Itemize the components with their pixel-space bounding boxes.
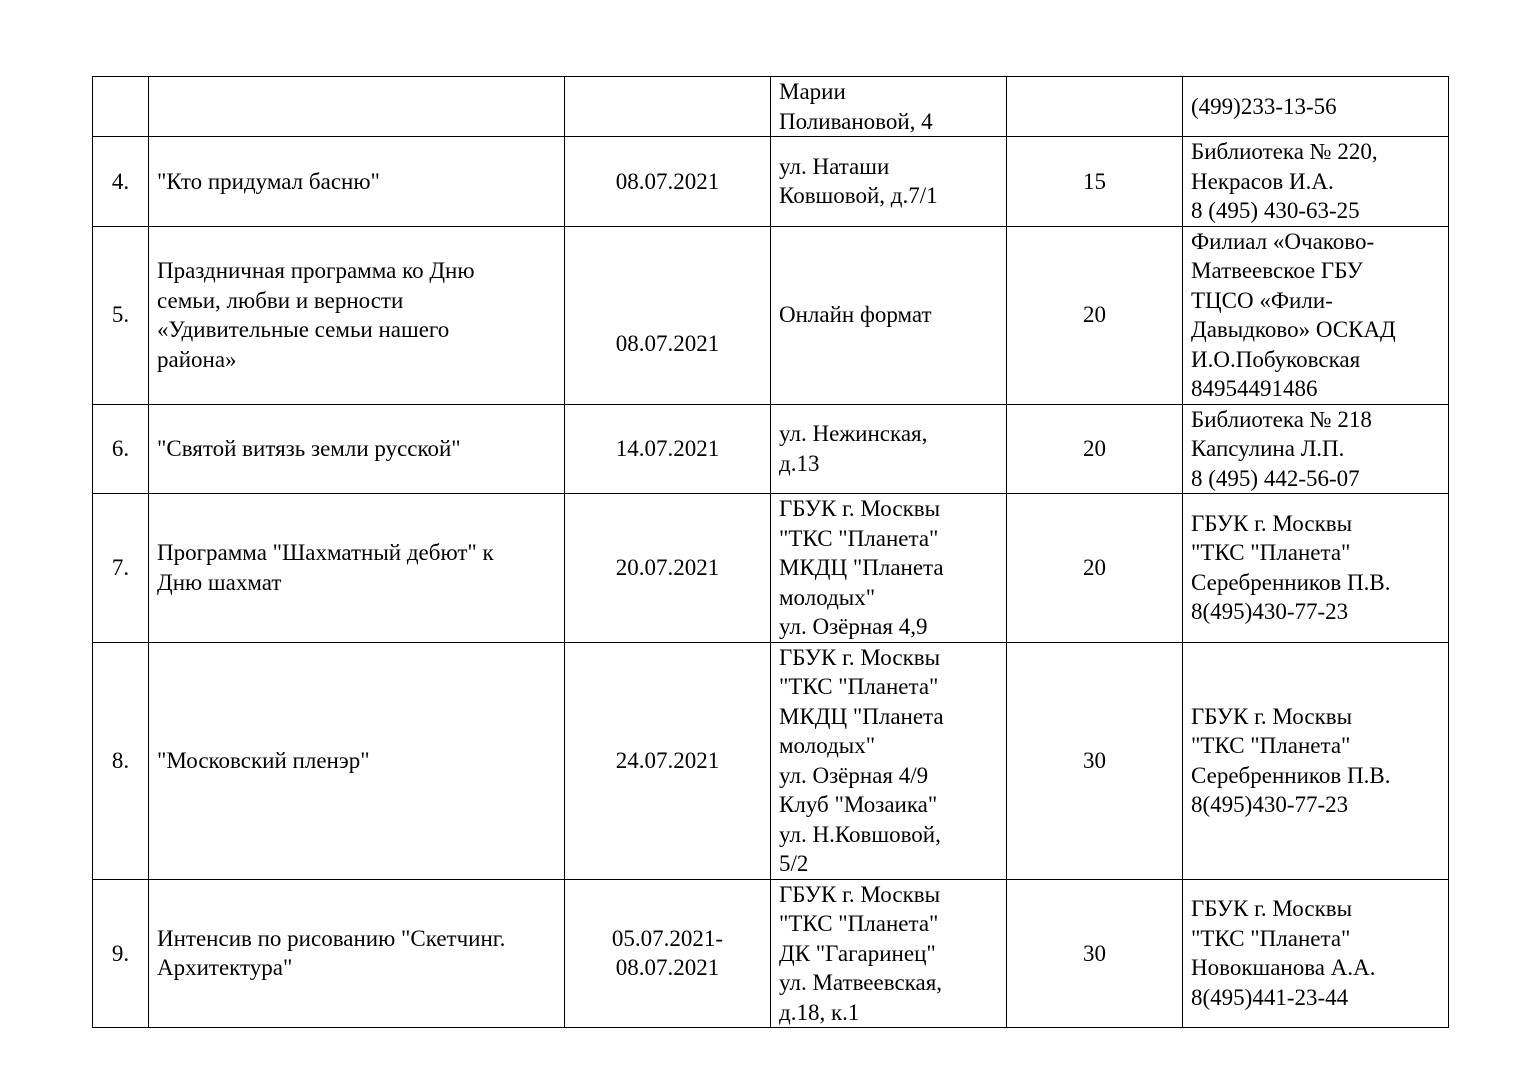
organizer-contact: (499)233-13-56 bbox=[1183, 77, 1449, 137]
row-number: 8. bbox=[93, 642, 149, 879]
event-title: Программа "Шахматный дебют" к Дню шахмат bbox=[149, 494, 565, 643]
event-title: "Московский пленэр" bbox=[149, 642, 565, 879]
table-row bbox=[93, 642, 1449, 879]
event-title bbox=[149, 77, 565, 137]
event-place: ГБУК г. Москвы "ТКС "Планета" МКДЦ "Планета молодых" ул. Озёрная 4/9 Клуб "Мозаика" ул. Н.Ковшовой, 5/2 bbox=[771, 642, 1007, 879]
event-place: ГБУК г. Москвы "ТКС "Планета" ДК "Гагаринец" ул. Матвеевская, д.18, к.1 bbox=[771, 879, 1007, 1028]
organizer-contact: ГБУК г. Москвы "ТКС "Планета" Серебренников П.В. 8(495)430-77-23 bbox=[1183, 494, 1449, 643]
event-place: ГБУК г. Москвы "ТКС "Планета" МКДЦ "Планета молодых" ул. Озёрная 4,9 bbox=[771, 494, 1007, 643]
organizer-contact: Филиал «Очаково- Матвеевское ГБУ ТЦСО «Фили- Давыдково» ОСКАД И.О.Побуковская 84954491486 bbox=[1183, 226, 1449, 404]
event-date: 20.07.2021 bbox=[565, 494, 771, 643]
participant-count: 20 bbox=[1007, 226, 1183, 404]
event-title: Праздничная программа ко Дню семьи, любви и верности «Удивительные семьи нашего района» bbox=[149, 226, 565, 404]
participant-count: 30 bbox=[1007, 642, 1183, 879]
event-date: 14.07.2021 bbox=[565, 404, 771, 494]
row-number bbox=[93, 77, 149, 137]
event-date: 08.07.2021 bbox=[565, 226, 771, 404]
table-row bbox=[93, 137, 1449, 227]
table-row bbox=[93, 226, 1449, 404]
organizer-contact: ГБУК г. Москвы "ТКС "Планета" Серебренников П.В. 8(495)430-77-23 bbox=[1183, 642, 1449, 879]
events-table bbox=[92, 76, 1449, 1028]
event-date: 05.07.2021- 08.07.2021 bbox=[565, 879, 771, 1028]
row-number: 5. bbox=[93, 226, 149, 404]
participant-count: 15 bbox=[1007, 137, 1183, 227]
participant-count: 20 bbox=[1007, 494, 1183, 643]
row-number: 7. bbox=[93, 494, 149, 643]
participant-count bbox=[1007, 77, 1183, 137]
event-date: 24.07.2021 bbox=[565, 642, 771, 879]
event-place: Марии Поливановой, 4 bbox=[771, 77, 1007, 137]
event-place: Онлайн формат bbox=[771, 226, 1007, 404]
organizer-contact: Библиотека № 220, Некрасов И.А. 8 (495) 430-63-25 bbox=[1183, 137, 1449, 227]
table-row bbox=[93, 404, 1449, 494]
table-row bbox=[93, 879, 1449, 1028]
event-place: ул. Нежинская, д.13 bbox=[771, 404, 1007, 494]
table-row bbox=[93, 494, 1449, 643]
row-number: 6. bbox=[93, 404, 149, 494]
event-title: Интенсив по рисованию "Скетчинг. Архитектура" bbox=[149, 879, 565, 1028]
event-date bbox=[565, 77, 771, 137]
event-title: "Кто придумал басню" bbox=[149, 137, 565, 227]
organizer-contact: ГБУК г. Москвы "ТКС "Планета" Новокшанова А.А. 8(495)441-23-44 bbox=[1183, 879, 1449, 1028]
table-row bbox=[93, 77, 1449, 137]
row-number: 9. bbox=[93, 879, 149, 1028]
event-title: "Святой витязь земли русской" bbox=[149, 404, 565, 494]
participant-count: 20 bbox=[1007, 404, 1183, 494]
row-number: 4. bbox=[93, 137, 149, 227]
participant-count: 30 bbox=[1007, 879, 1183, 1028]
event-place: ул. Наташи Ковшовой, д.7/1 bbox=[771, 137, 1007, 227]
organizer-contact: Библиотека № 218 Капсулина Л.П. 8 (495) 442-56-07 bbox=[1183, 404, 1449, 494]
event-date: 08.07.2021 bbox=[565, 137, 771, 227]
